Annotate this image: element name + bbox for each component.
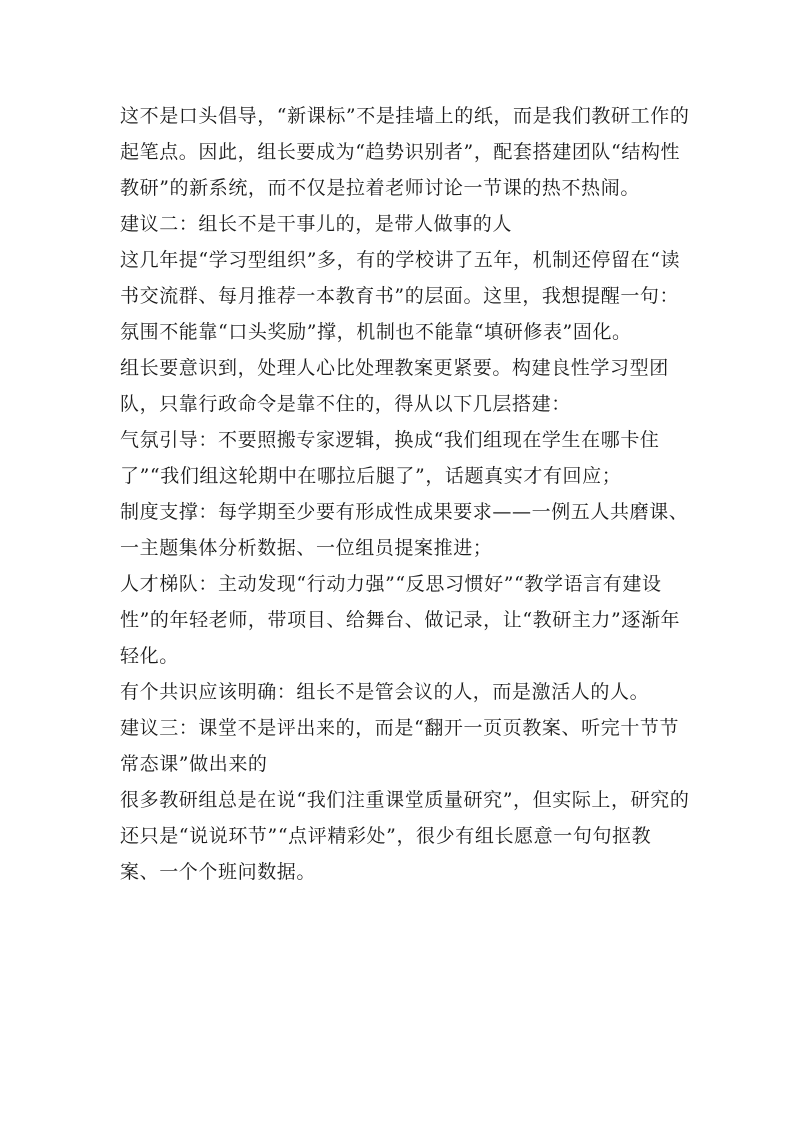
- list-item-atmosphere: 气氛引导：不要照搬专家逻辑，换成“我们组现在学生在哪卡住了”“我们组这轮期中在哪拉后腿了”，话题真实才有回应；: [120, 429, 660, 487]
- paragraph-4: 组长要意识到，处理人心比处理教案更紧要。构建良性学习型团队，只靠行政命令是靠不住的，得从以下几层搭建：: [120, 357, 669, 415]
- paragraph-1: 这不是口头倡导，“新课标”不是挂墙上的纸，而是我们教研工作的起笔点。因此，组长要成为“趋势识别者”，配套搭建团队“结构性教研”的新系统，而不仅是拉着老师讨论一节课的热不热闹。: [120, 105, 690, 199]
- paragraph-final: 很多教研组总是在说“我们注重课堂质量研究”，但实际上，研究的还只是“说说环节”“点评精彩处”，很少有组长愿意一句句抠教案、一个个班问数据。: [120, 789, 690, 883]
- paragraph-3: 这几年提“学习型组织”多，有的学校讲了五年，机制还停留在“读书交流群、每月推荐一本教育书”的层面。这里，我想提醒一句：氛围不能靠“口头奖励”撑，机制也不能靠“填研修表”固化。: [120, 249, 681, 343]
- document-body: [120, 98, 690, 890]
- section-heading-2: 建议二：组长不是干事儿的，是带人做事的人: [120, 213, 513, 235]
- paragraph-consensus: 有个共识应该明确：组长不是管会议的人，而是激活人的人。: [120, 681, 650, 703]
- section-heading-3: 建议三：课堂不是评出来的，而是“翻开一页页教案、听完十节节常态课”做出来的: [120, 717, 680, 775]
- list-item-talent: 人才梯队：主动发现“行动力强”“反思习惯好”“教学语言有建设性”的年轻老师，带项目、给舞台、做记录，让“教研主力”逐渐年轻化。: [120, 573, 681, 667]
- list-item-system: 制度支撑：每学期至少要有形成性成果要求——一例五人共磨课、一主题集体分析数据、一位组员提案推进；: [120, 501, 689, 559]
